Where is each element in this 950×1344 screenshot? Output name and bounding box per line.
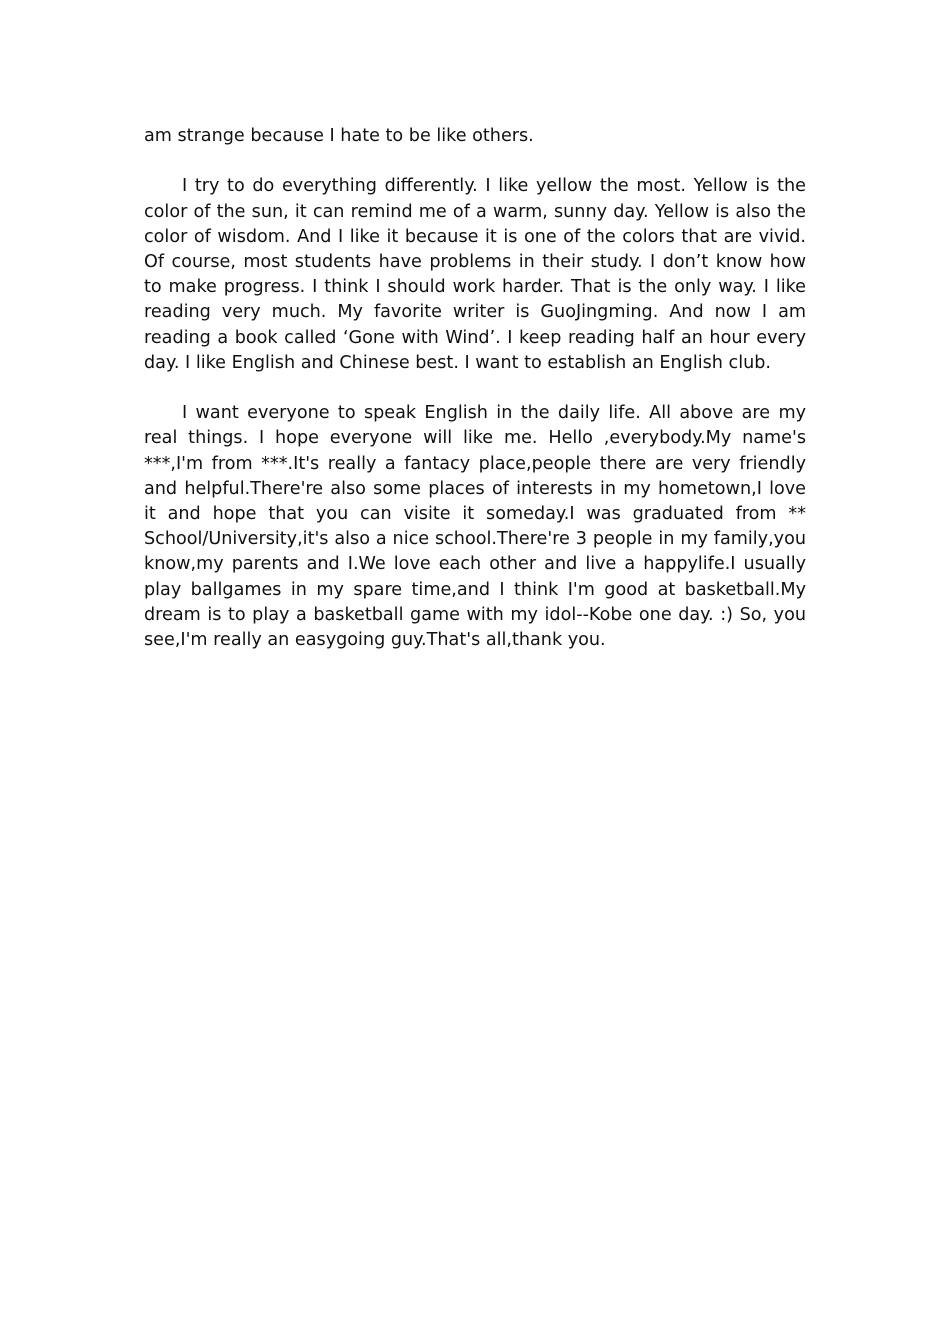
paragraph-1: am strange because I hate to be like others. xyxy=(144,126,534,146)
document-body xyxy=(144,124,806,678)
paragraph-2: I try to do everything differently. I like yellow the most. Yellow is the color of the sun, it can remind me of a warm, sunny day. Yellow is also the color of wisdom. And I like it because it is one of the colors that are vivid. Of course, most students have problems in their study. I don’t know how to make progress. I think I should work harder. That is the only way. I like reading very much. My favorite writer is GuoJingming. And now I am reading a book called ‘Gone with Wind’. I keep reading half an hour every day. I like English and Chinese best. I want to establish an English club. xyxy=(144,176,806,373)
paragraph-3: I want everyone to speak English in the daily life. All above are my real things. I hope everyone will like me. Hello ,everybody.My name's ***,I'm from ***.It's really a fantacy place,people there are very friendly and helpful.There're also some places of interests in my hometown,I love it and hope that you can visite it someday.I was graduated from ** School/University,it's also a nice school.There're 3 people in my family,you know,my parents and I.We love each other and live a happylife.I usually play ballgames in my spare time,and I think I'm good at basketball.My dream is to play a basketball game with my idol--Kobe one day. :) So, you see,I'm really an easygoing guy.That's all,thank you. xyxy=(144,403,806,651)
